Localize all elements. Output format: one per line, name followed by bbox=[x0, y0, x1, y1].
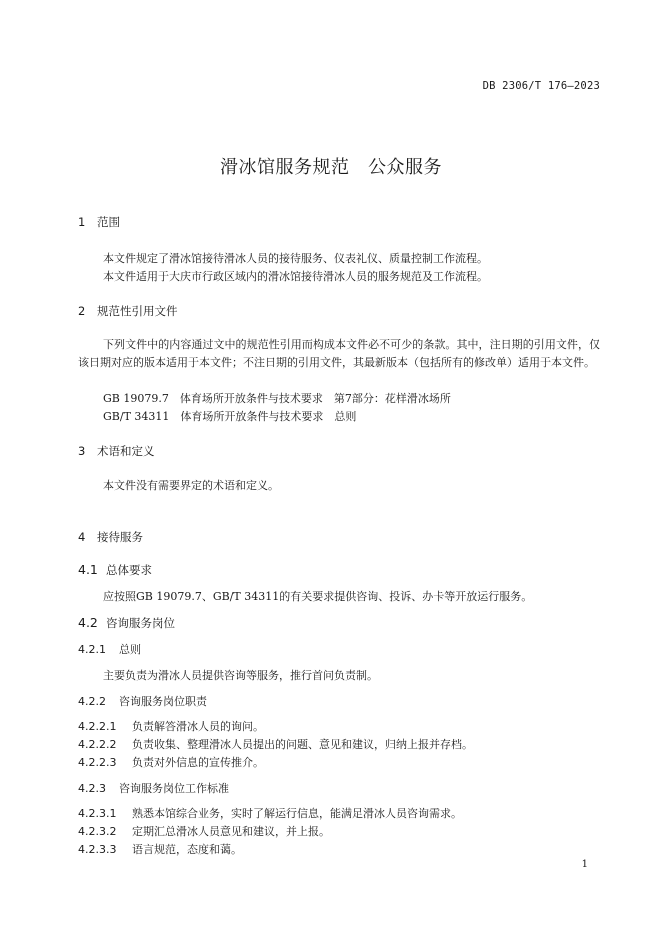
section-4-2-3-heading bbox=[78, 780, 229, 796]
item-number: 4.2.2.1 bbox=[78, 720, 117, 733]
normative-references-paragraph: 下列文件中的内容通过文中的规范性引用而构成本文件必不可少的条款。其中，注日期的引用文件，仅该日期对应的版本适用于本文件；不注日期的引用文件，其最新版本（包括所有的修改单）适用于本文件。 bbox=[78, 338, 600, 369]
list-item bbox=[78, 754, 264, 770]
section-number: 4.1 bbox=[78, 562, 98, 577]
reference-gbt-34311: GB/T 34311 体育场所开放条件与技术要求 总则 bbox=[103, 410, 357, 423]
item-text: 定期汇总滑冰人员意见和建议，并上报。 bbox=[132, 825, 330, 838]
section-4-2-heading bbox=[78, 615, 175, 631]
section-number: 3 bbox=[78, 444, 86, 458]
scope-paragraph-1: 本文件规定了滑冰馆接待滑冰人员的接待服务、仪表礼仪、质量控制工作流程。 bbox=[103, 252, 488, 265]
section-number: 1 bbox=[78, 215, 86, 229]
section-number: 4.2.2 bbox=[78, 695, 106, 708]
list-item bbox=[78, 841, 242, 857]
item-text: 负责收集、整理滑冰人员提出的问题、意见和建议，归纳上报并存档。 bbox=[132, 738, 473, 751]
section-title: 术语和定义 bbox=[97, 444, 155, 458]
section-2-heading bbox=[78, 303, 178, 319]
section-title: 总则 bbox=[119, 643, 141, 656]
item-text: 熟悉本馆综合业务，实时了解运行信息，能满足滑冰人员咨询需求。 bbox=[132, 807, 462, 820]
section-title: 咨询服务岗位职责 bbox=[119, 695, 207, 708]
section-1-heading bbox=[78, 214, 120, 230]
section-title: 接待服务 bbox=[97, 530, 143, 544]
section-number: 4.2.1 bbox=[78, 643, 106, 656]
general-requirements-paragraph: 应按照GB 19079.7、GB/T 34311的有关要求提供咨询、投诉、办卡等开放运行服务。 bbox=[103, 590, 533, 603]
section-4-2-2-heading bbox=[78, 693, 207, 709]
section-title: 规范性引用文件 bbox=[97, 304, 178, 318]
item-text: 负责解答滑冰人员的询问。 bbox=[132, 720, 264, 733]
section-number: 4.2 bbox=[78, 615, 98, 630]
item-number: 4.2.3.3 bbox=[78, 843, 117, 856]
section-3-heading bbox=[78, 443, 155, 459]
section-title: 范围 bbox=[97, 215, 120, 229]
item-number: 4.2.2.3 bbox=[78, 756, 117, 769]
item-number: 4.2.3.2 bbox=[78, 825, 117, 838]
standard-number: DB 2306/T 176—2023 bbox=[482, 80, 600, 92]
section-4-1-heading bbox=[78, 562, 152, 578]
section-4-heading bbox=[78, 529, 143, 545]
section-title: 总体要求 bbox=[106, 563, 152, 577]
section-title: 咨询服务岗位工作标准 bbox=[119, 782, 229, 795]
list-item bbox=[78, 736, 473, 752]
section-number: 4.2.3 bbox=[78, 782, 106, 795]
list-item bbox=[78, 718, 264, 734]
section-4-2-1-heading bbox=[78, 641, 141, 657]
section-title: 咨询服务岗位 bbox=[106, 616, 175, 630]
item-text: 语言规范，态度和蔼。 bbox=[132, 843, 242, 856]
page-number: 1 bbox=[581, 859, 588, 870]
general-paragraph: 主要负责为滑冰人员提供咨询等服务，推行首问负责制。 bbox=[103, 669, 378, 682]
item-number: 4.2.2.2 bbox=[78, 738, 117, 751]
item-number: 4.2.3.1 bbox=[78, 807, 117, 820]
item-text: 负责对外信息的宣传推介。 bbox=[132, 756, 264, 769]
reference-gb-19079-7: GB 19079.7 体育场所开放条件与技术要求 第7部分：花样滑冰场所 bbox=[103, 392, 451, 405]
list-item bbox=[78, 823, 330, 839]
terms-paragraph: 本文件没有需要界定的术语和定义。 bbox=[103, 479, 279, 492]
scope-paragraph-2: 本文件适用于大庆市行政区域内的滑冰馆接待滑冰人员的服务规范及工作流程。 bbox=[103, 270, 488, 283]
section-number: 2 bbox=[78, 304, 86, 318]
page-title: 滑冰馆服务规范 公众服务 bbox=[220, 157, 442, 178]
section-number: 4 bbox=[78, 530, 86, 544]
list-item bbox=[78, 805, 462, 821]
